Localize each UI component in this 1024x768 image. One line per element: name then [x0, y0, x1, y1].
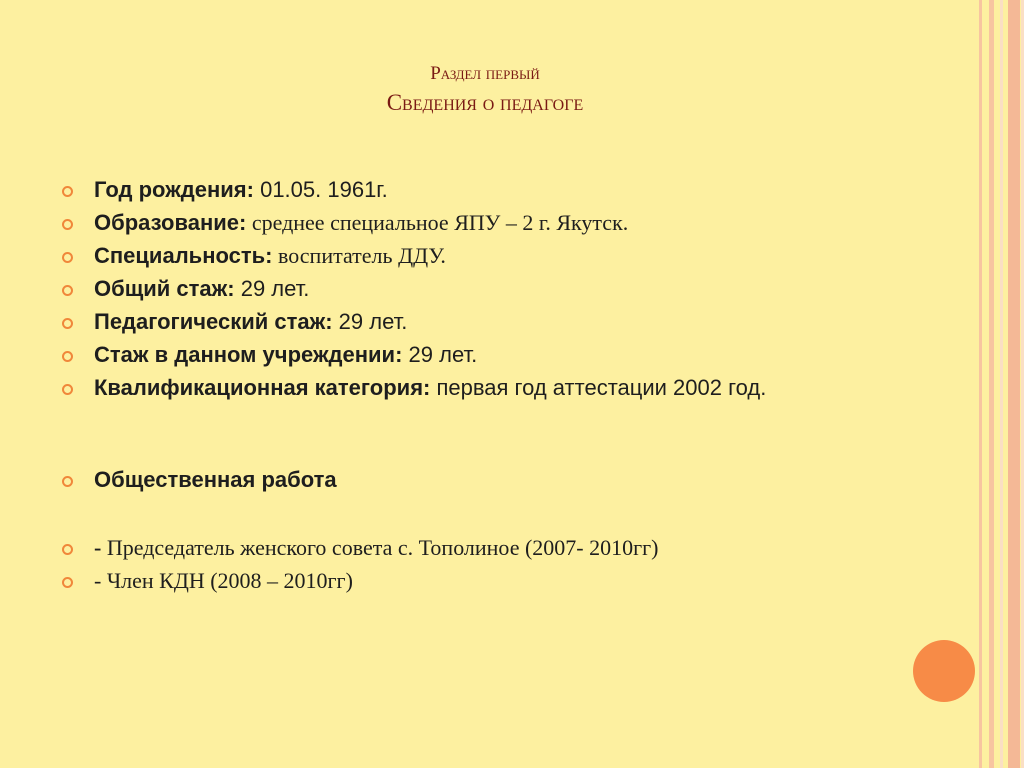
stripe [1000, 0, 1003, 768]
bullet-icon [62, 577, 73, 588]
stripe [979, 0, 982, 768]
item-value: среднее специальное ЯПУ – 2 г. Якутск. [246, 210, 629, 235]
item-label: Год рождения: [94, 177, 254, 202]
list-item [62, 277, 852, 301]
section-label: Раздел первый [430, 63, 540, 84]
info-list [62, 178, 852, 602]
dash: - [94, 535, 102, 560]
decorative-stripes [979, 0, 1024, 768]
item-value: воспитатель ДДУ. [272, 243, 446, 268]
list-item [62, 468, 852, 492]
list-item [62, 376, 852, 400]
item-label: Педагогический стаж: [94, 309, 333, 334]
section-title: Сведения о педагоге [386, 90, 584, 115]
item-value: 01.05. 1961г. [253, 177, 388, 202]
item-label: Специальность: [94, 243, 273, 268]
list-item [62, 569, 852, 593]
bullet-icon [62, 318, 73, 329]
bullet-icon [62, 285, 73, 296]
item-label: Образование: [94, 210, 247, 235]
list-item [62, 178, 852, 202]
bullet-icon [62, 384, 73, 395]
list-item [62, 211, 852, 235]
list-item [62, 536, 852, 560]
item-value: 29 лет. [332, 309, 408, 334]
bullet-icon [62, 252, 73, 263]
item-label: Стаж в данном учреждении: [94, 342, 403, 367]
social-heading: Общественная работа [94, 467, 337, 492]
list-item [62, 244, 852, 268]
page-title [300, 62, 670, 118]
stripe [989, 0, 994, 768]
item-text: - Член КДН (2008 – 2010гг) [94, 568, 353, 593]
item-value: 29 лет. [402, 342, 478, 367]
item-label: Общий стаж: [94, 276, 235, 301]
item-label: Квалификационная категория: [94, 375, 431, 400]
list-item [62, 310, 852, 334]
bullet-icon [62, 544, 73, 555]
list-item [62, 343, 852, 367]
bullet-icon [62, 351, 73, 362]
bullet-icon [62, 219, 73, 230]
decorative-circle [913, 640, 975, 702]
bullet-icon [62, 186, 73, 197]
stripe [1008, 0, 1020, 768]
item-value: первая год аттестации 2002 год. [430, 375, 767, 400]
item-text: Председатель женского совета с. Тополиное (2007- 2010гг) [101, 535, 659, 560]
bullet-icon [62, 476, 73, 487]
item-value: 29 лет. [234, 276, 310, 301]
